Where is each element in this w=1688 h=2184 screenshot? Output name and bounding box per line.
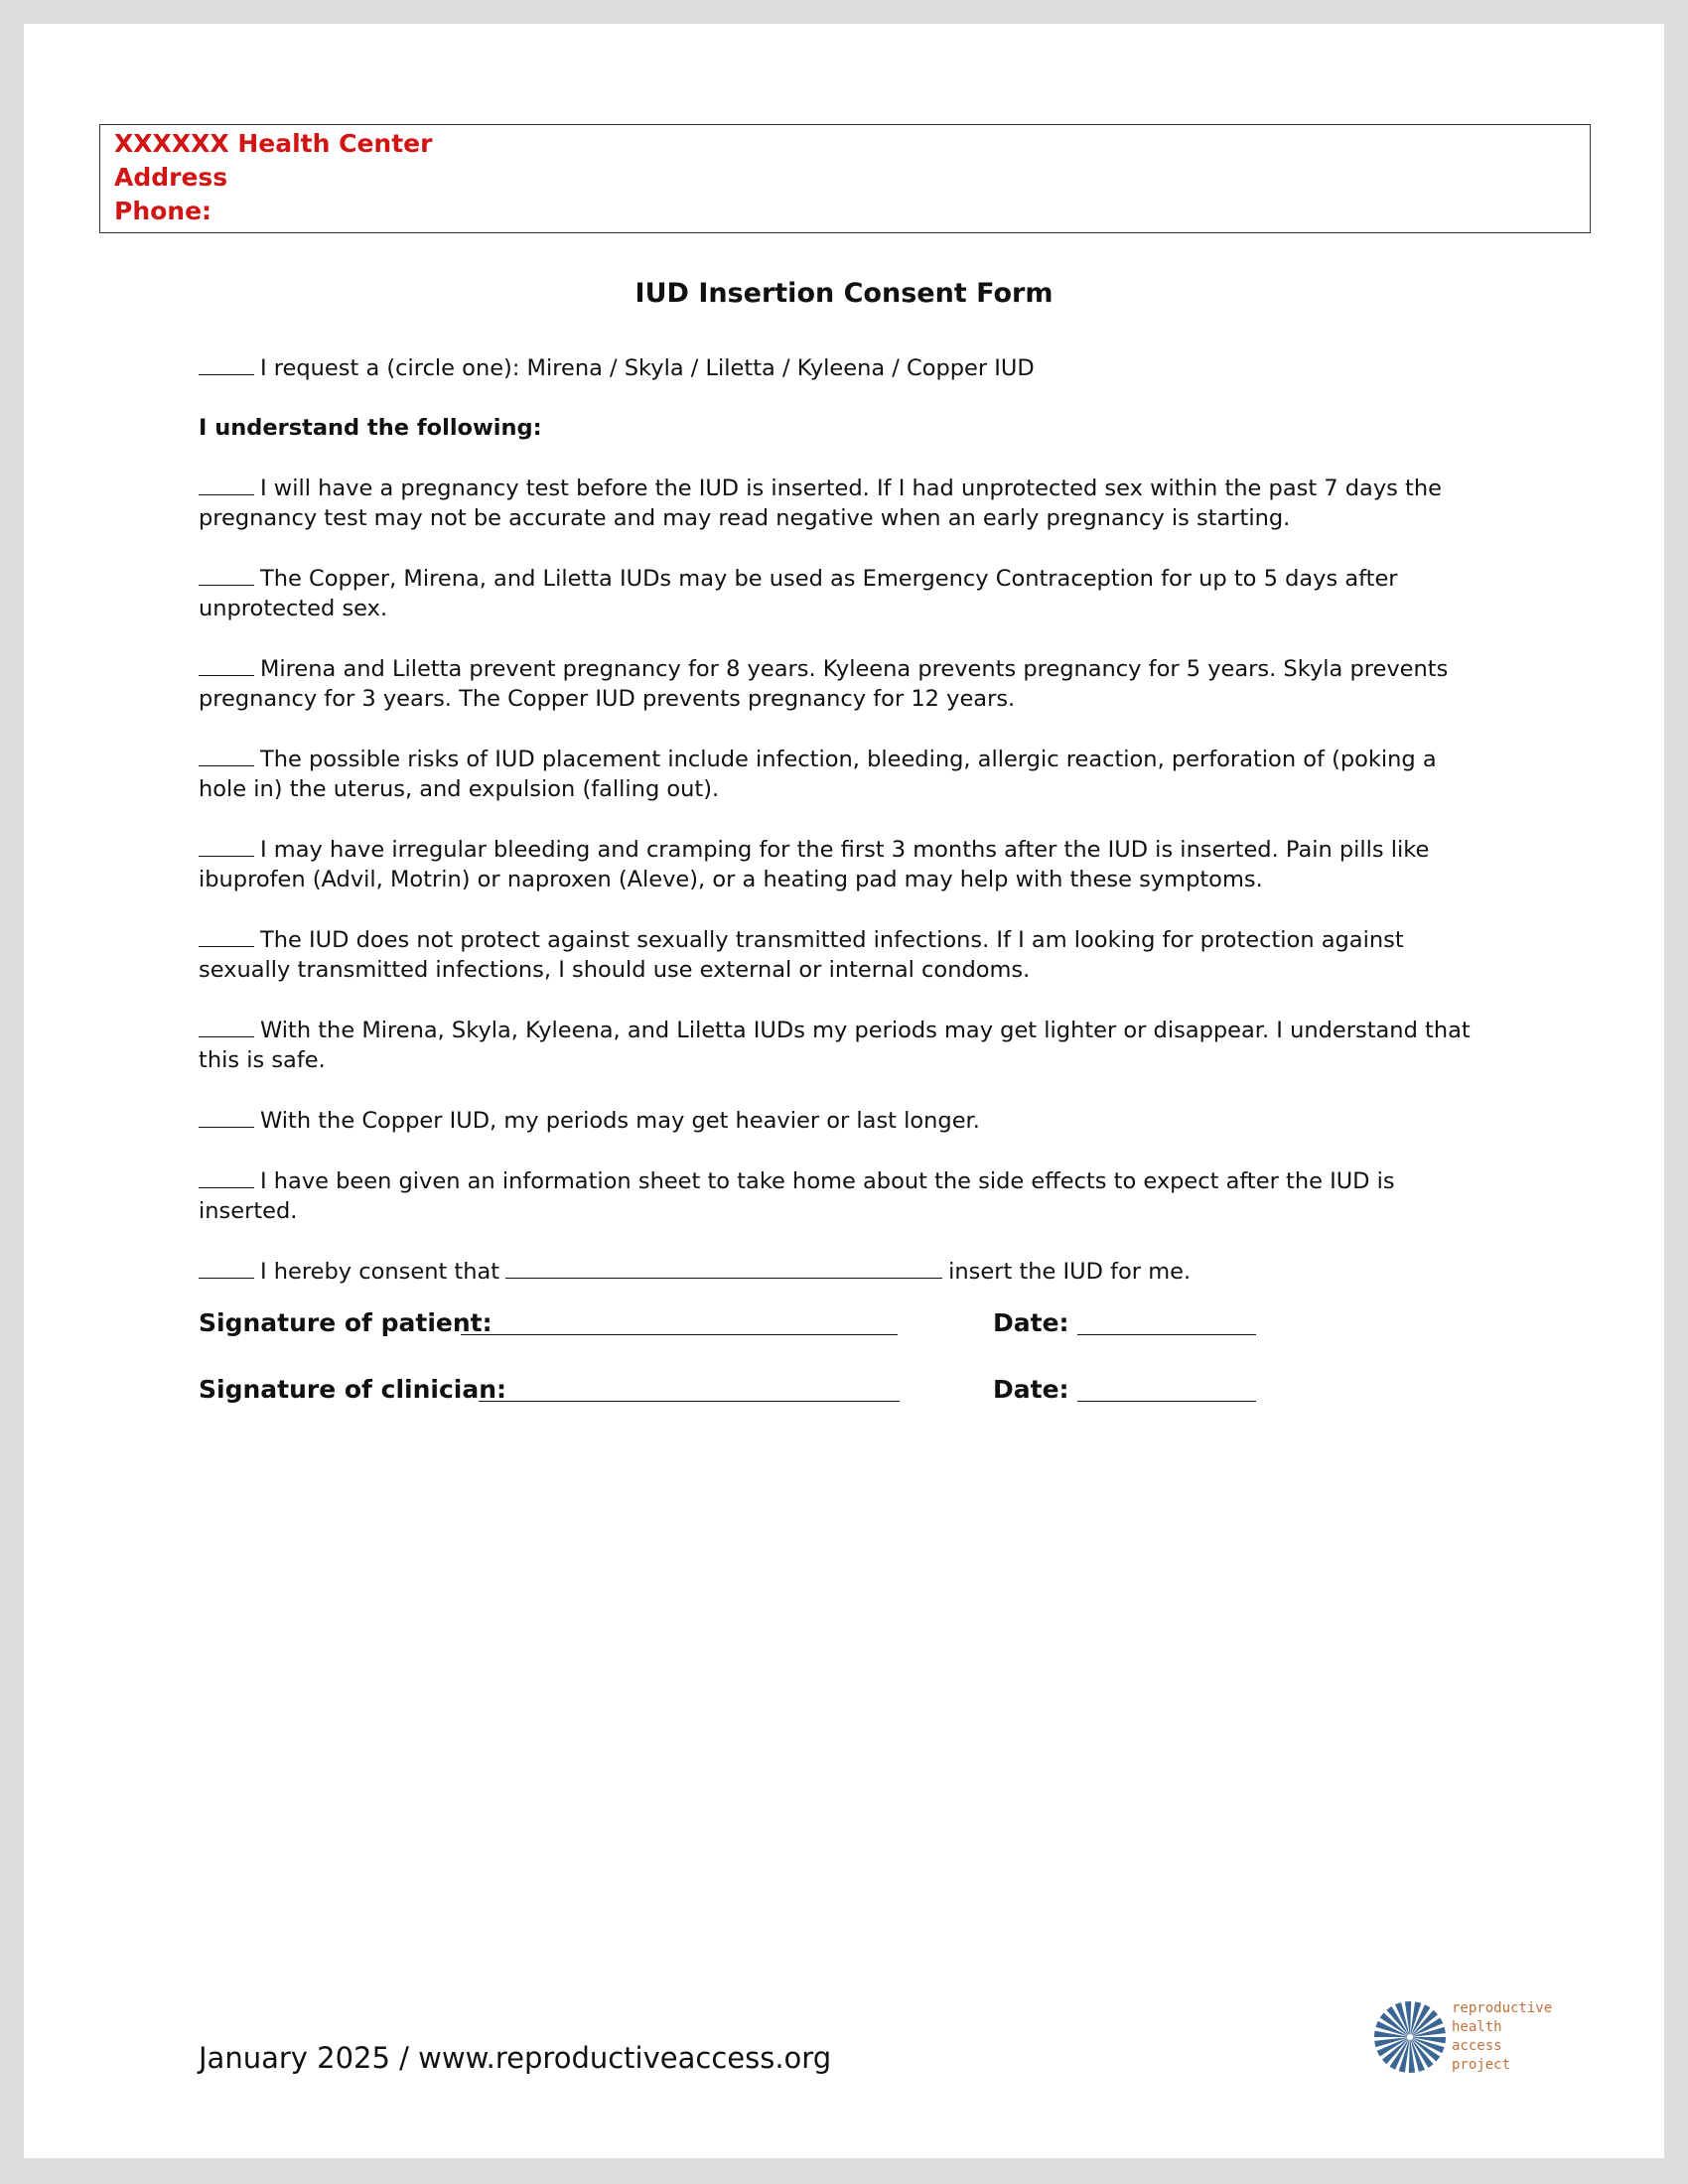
rhap-logo	[1372, 1997, 1571, 2097]
checkbox-blank[interactable]	[199, 744, 254, 766]
checkbox-blank[interactable]	[199, 924, 254, 947]
checkbox-blank[interactable]	[199, 1015, 254, 1037]
understand-heading: I understand the following:	[199, 415, 542, 441]
starburst-logo-icon	[1372, 1997, 1448, 2077]
clinician-date-field[interactable]	[1077, 1401, 1256, 1402]
patient-date-field[interactable]	[1077, 1334, 1256, 1335]
patient-date-label: Date:	[993, 1308, 1069, 1337]
health-center-address: Address	[114, 163, 228, 192]
header-box	[99, 124, 1591, 233]
logo-line: health	[1452, 2019, 1502, 2035]
consent-item	[199, 473, 1489, 533]
consent-item	[199, 1105, 1489, 1136]
clinician-date-label: Date:	[993, 1375, 1069, 1404]
consent-item	[199, 1015, 1489, 1075]
consent-after-text: insert the IUD for me.	[948, 1259, 1192, 1285]
checkbox-blank[interactable]	[199, 653, 254, 676]
logo-line: access	[1452, 2038, 1502, 2054]
logo-ray	[1405, 2001, 1411, 2034]
document-page	[24, 24, 1664, 2158]
consent-item-text: The possible risks of IUD placement include infection, bleeding, allergic reaction, perforation of (poking a hole in) the uterus, and expulsion (falling out).	[199, 747, 1437, 802]
logo-line: reproductive	[1452, 2000, 1553, 2016]
consent-item	[199, 563, 1489, 623]
clinician-name-field[interactable]	[505, 1256, 942, 1279]
patient-signature-label: Signature of patient:	[199, 1308, 492, 1337]
logo-line: project	[1452, 2057, 1511, 2073]
consent-before-text: I hereby consent that	[260, 1259, 500, 1285]
health-center-name: XXXXXX Health Center	[114, 129, 433, 158]
consent-item	[199, 1165, 1489, 1226]
consent-item-text: With the Copper IUD, my periods may get heavier or last longer.	[260, 1108, 980, 1134]
consent-item-text: I have been given an information sheet to take home about the side effects to expect after the IUD is inserted.	[199, 1168, 1395, 1224]
consent-item-text: With the Mirena, Skyla, Kyleena, and Liletta IUDs my periods may get lighter or disappear. I understand that this is safe.	[199, 1018, 1471, 1073]
consent-item	[199, 834, 1489, 894]
consent-item	[199, 744, 1489, 804]
clinician-signature-field[interactable]	[479, 1401, 900, 1402]
health-center-phone: Phone:	[114, 197, 212, 225]
logo-ray	[1409, 2040, 1415, 2073]
consent-item-text: Mirena and Liletta prevent pregnancy for 8 years. Kyleena prevents pregnancy for 5 years. Skyla prevents pregnancy for 3 years. The Copper IUD prevents pregnancy for 12 years.	[199, 656, 1449, 712]
checkbox-blank[interactable]	[199, 563, 254, 586]
clinician-signature-label: Signature of clinician:	[199, 1375, 507, 1404]
logo-text	[1452, 1999, 1552, 2075]
checkbox-blank[interactable]	[199, 834, 254, 857]
checkbox-blank[interactable]	[199, 1105, 254, 1128]
form-title: IUD Insertion Consent Form	[634, 278, 1054, 309]
iud-request-line	[199, 352, 1489, 383]
clinician-consent-line	[199, 1256, 1489, 1287]
consent-item	[199, 924, 1489, 985]
consent-item-text: I may have irregular bleeding and cramping for the first 3 months after the IUD is inserted. Pain pills like ibuprofen (Advil, Motrin) or naproxen (Aleve), or a heating pad may help with these symptoms.	[199, 837, 1430, 892]
checkbox-blank[interactable]	[199, 1165, 254, 1188]
iud-request-text: I request a (circle one): Mirena / Skyla / Liletta / Kyleena / Copper IUD	[260, 355, 1035, 381]
consent-item	[199, 653, 1489, 714]
checkbox-blank[interactable]	[199, 473, 254, 495]
consent-item-text: The Copper, Mirena, and Liletta IUDs may be used as Emergency Contraception for up to 5 days after unprotected sex.	[199, 566, 1398, 621]
checkbox-blank[interactable]	[199, 1256, 254, 1279]
patient-signature-field[interactable]	[461, 1334, 898, 1335]
footer-date-url: January 2025 / www.reproductiveaccess.org	[199, 2041, 832, 2075]
consent-item-text: The IUD does not protect against sexually transmitted infections. If I am looking for protection against sexually transmitted infections, I should use external or internal condoms.	[199, 927, 1404, 983]
consent-item-text: I will have a pregnancy test before the IUD is inserted. If I had unprotected sex within the past 7 days the pregnancy test may not be accurate and may read negative when an early pregnancy is starting.	[199, 476, 1442, 531]
checkbox-blank[interactable]	[199, 352, 254, 375]
form-body	[199, 352, 1489, 1316]
